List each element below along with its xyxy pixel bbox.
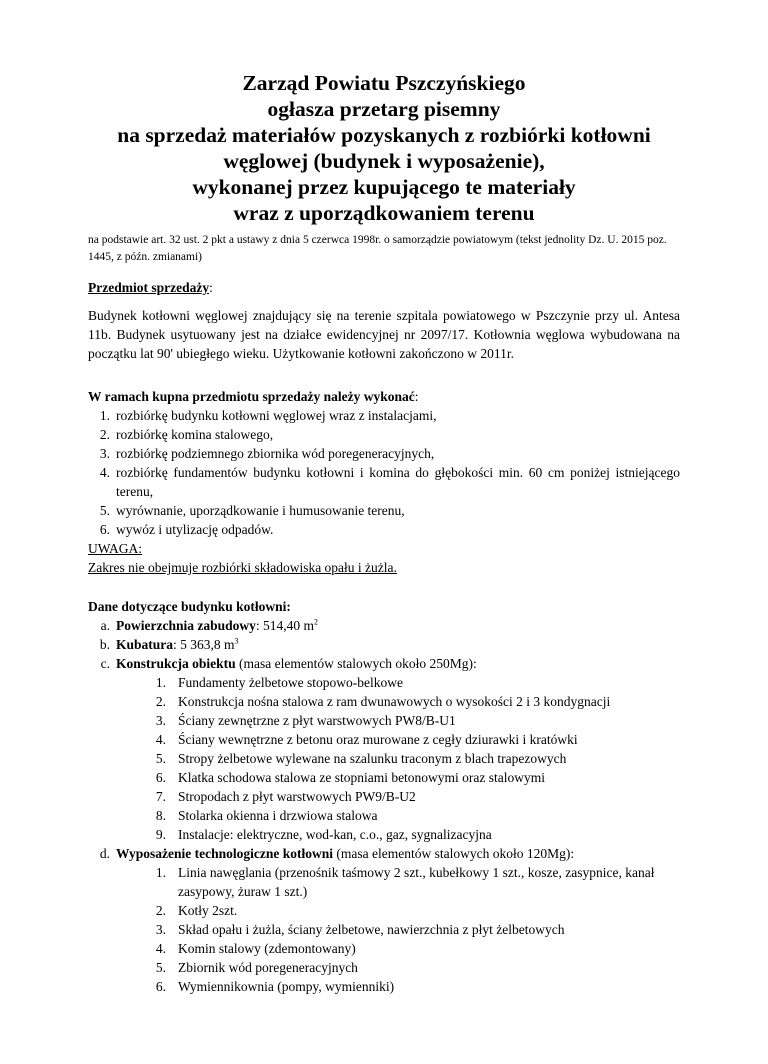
subject-heading: Przedmiot sprzedaży — [88, 280, 210, 295]
scope-lead-text: W ramach kupna przedmiotu sprzedaży należy wykonać — [88, 389, 415, 404]
building-lead: Dane dotyczące budynku kotłowni: — [88, 599, 291, 614]
title-line: Zarząd Powiatu Pszczyńskiego — [242, 71, 526, 95]
list-item: 6. Klatka schodowa stalowa ze stopniami betonowymi oraz stalowymi — [155, 770, 546, 785]
scope-lead — [88, 387, 680, 406]
building-item-b: b. Kubatura: 5 363,8 $m^3$ — [99, 636, 239, 652]
title-line: wykonanej przez kupującego te materiały — [192, 175, 576, 199]
list-item: 8. Stolarka okienna i drzwiowa stalowa — [155, 808, 378, 823]
scope-colon: : — [414, 389, 419, 404]
document-title — [88, 70, 680, 226]
list-item: 3. Ściany zewnętrzne z płyt warstwowych PW8/B-U1 — [155, 713, 456, 728]
list-item: 3. rozbiórkę podziemnego zbiornika wód poregeneracyjnych, — [99, 446, 435, 461]
note-text: Zakres nie obejmuje rozbiórki składowiska opału i żużla. — [88, 560, 397, 575]
list-item: 1. rozbiórkę budynku kotłowni węglowej wraz z instalacjami, — [99, 408, 437, 423]
title-line: wraz z uporządkowaniem terenu — [233, 201, 535, 225]
list-item: 4. rozbiórkę fundamentów budynku kotłowni i komina do głębokości min. 60 cm poniżej istniejącego terenu, — [99, 465, 680, 499]
note-label: UWAGA: — [88, 541, 142, 556]
list-item: 1. Fundamenty żelbetowe stopowo-belkowe — [155, 675, 403, 690]
building-item-d: d. Wyposażenie technologiczne kotłowni (masa elementów stalowych około 120Mg): 1. Linia nawęglania (przenośnik taśmowy 2 szt., kubełkowy 1 szt., kosze, zasypnice, kanał zasypowy, żuraw 1 szt.) 2. Kotły 2szt. 3. Skład opału i żużla, ściany żelbetowe, nawierzchnia z płyt żelbetowych 4. Komin stalowy (zdemontowany) 5. Zbiornik wód poregeneracyjnych 6. Wymiennikownia (pompy, wymienniki) — [88, 844, 680, 996]
title-line: na sprzedaż materiałów pozyskanych z rozbiórki kotłowni — [117, 123, 651, 147]
list-item: 5. Zbiornik wód poregeneracyjnych — [155, 960, 358, 975]
subject-text: Budynek kotłowni węglowej znajdujący się na terenie szpitala powiatowego w Pszczynie przy ul. Antesa 11b. Budynek usytuowany jest na działce ewidencyjnej nr 2097/17. Kotłownia węglowa wybudowana na początku lat 90' ubiegłego wieku. Użytkowanie kotłowni zakończono w 2011r. — [88, 308, 680, 361]
building-item-a: a. Powierzchnia zabudowy: 514,40 $m^2$ — [100, 617, 319, 633]
list-item: 2. Konstrukcja nośna stalowa z ram dwunawowych o wysokości 2 i 3 kondygnacji — [155, 694, 611, 709]
subject-colon: : — [209, 280, 213, 295]
legal-basis: na podstawie art. 32 ust. 2 pkt a ustawy z dnia 5 czerwca 1998r. o samorządzie powiatowym (tekst jednolity Dz. U. 2015 poz. 1445, z późn. zmianami) — [88, 234, 667, 263]
subject-section — [88, 280, 680, 296]
list-item: 5. wyrównanie, uporządkowanie i humusowanie terenu, — [99, 503, 405, 518]
list-item: 4. Ściany wewnętrzne z betonu oraz murowane z cegły dziurawki i kratówki — [155, 732, 578, 747]
list-item: 1. Linia nawęglania (przenośnik taśmowy 2 szt., kubełkowy 1 szt., kosze, zasypnice, kanał zasypowy, żuraw 1 szt.) — [155, 865, 655, 899]
document-page — [0, 70, 768, 1064]
list-item: 6. Wymiennikownia (pompy, wymienniki) — [155, 979, 395, 994]
list-item: 7. Stropodach z płyt warstwowych PW9/B-U2 — [155, 789, 416, 804]
list-item: 2. Kotły 2szt. — [155, 903, 238, 918]
list-item: 9. Instalacje: elektryczne, wod-kan, c.o., gaz, sygnalizacyjna — [155, 827, 492, 842]
construction-list — [116, 673, 680, 844]
building-list — [88, 616, 680, 996]
equipment-list — [116, 863, 680, 996]
list-item: 2. rozbiórkę komina stalowego, — [99, 427, 274, 442]
scope-list — [88, 406, 680, 539]
title-line: węglowej (budynek i wyposażenie), — [223, 149, 545, 173]
title-line: ogłasza przetarg pisemny — [267, 97, 501, 121]
list-item: 3. Skład opału i żużla, ściany żelbetowe, nawierzchnia z płyt żelbetowych — [155, 922, 565, 937]
building-item-c: c. Konstrukcja obiektu (masa elementów stalowych około 250Mg): 1. Fundamenty żelbetowe stopowo-belkowe 2. Konstrukcja nośna stalowa z ram dwunawowych o wysokości 2 i 3 kondygnacji 3. Ściany zewnętrzne z płyt warstwowych PW8/B-U1 4. Ściany wewnętrzne z betonu oraz murowane z cegły dziurawki i kratówki 5. Stropy żelbetowe wylewane na szalunku traconym z blach trapezowych 6. Klatka schodowa stalowa ze stopniami betonowymi oraz stalowymi 7. Stropodach z płyt warstwowych PW9/B-U2 8. Stolarka okienna i drzwiowa stalowa 9. Instalacje: elektryczne, wod-kan, c.o., gaz, sygnalizacyjna — [88, 654, 680, 844]
list-item: 5. Stropy żelbetowe wylewane na szalunku traconym z blach trapezowych — [155, 751, 567, 766]
list-item: 6. wywóz i utylizację odpadów. — [99, 522, 274, 537]
list-item: 4. Komin stalowy (zdemontowany) — [155, 941, 356, 956]
